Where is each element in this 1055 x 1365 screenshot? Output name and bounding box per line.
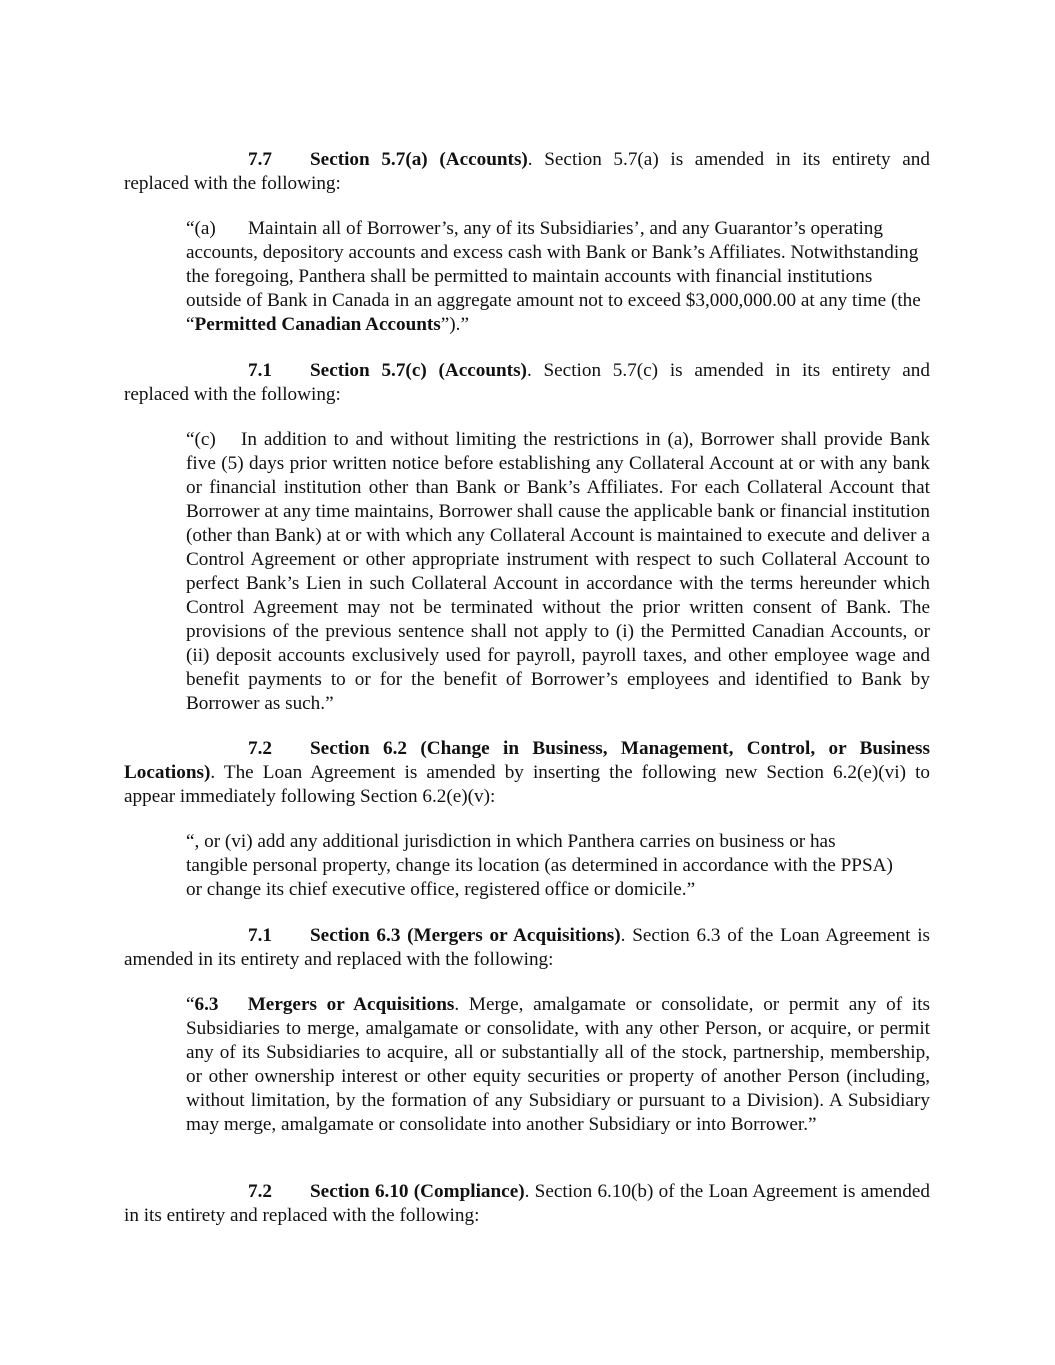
section-heading: Section 5.7(a) (Accounts) (310, 149, 528, 170)
section-text: . Section 5.7(a) is amended in its entirety and replaced with the following: (124, 149, 930, 194)
section-heading: Section 5.7(c) (Accounts) (310, 360, 527, 381)
quoted-clause-a (186, 217, 930, 337)
clause-body: . Merge, amalgamate or consolidate, or permit any of its Subsidiaries to merge, amalgamate or consolidate, with any other Person, or acquire, or permit any of its Subsidiaries to acquire, all or substantially all of the stock, partnership, membership, or other ownership interest or other equity securities or property of another Person (including, without limitation, by the formation of any Subsidiary or pursuant to a Division). A Subsidiary may merge, amalgamate or consolidate into another Subsidiary or into Borrower.” (186, 994, 930, 1135)
clause-body: Maintain all of Borrower’s, any of its Subsidiaries’, and any Guarantor’s operating accounts, depository accounts and excess cash with Bank or Bank’s Affiliates. Notwithstanding the foregoing, Panthera shall be permitted to maintain accounts with financial institutions outside of Bank in Canada in an aggregate amount not to exceed $3,000,000.00 at any time (the “ (186, 218, 921, 335)
section-heading: Section 6.2 (Change in Business, Management, Control, or Business Locations) (124, 738, 930, 783)
quoted-clause-c (186, 428, 930, 716)
section-number: 7.2 (248, 1181, 272, 1202)
section-text: . The Loan Agreement is amended by inserting the following new Section 6.2(e)(vi) to appear immediately following Section 6.2(e)(v): (124, 762, 930, 807)
defined-term: Permitted Canadian Accounts (194, 314, 441, 335)
quoted-clause-vi (186, 830, 898, 902)
section-7-1b-paragraph (124, 924, 930, 972)
clause-bold-lead: 6.3 Mergers or Acquisitions (194, 994, 455, 1015)
section-text: . Section 5.7(c) is amended in its entirety and replaced with the following: (124, 360, 930, 405)
section-number: 7.7 (248, 149, 272, 170)
section-7-2b-paragraph (124, 1180, 930, 1228)
section-text: . Section 6.10(b) of the Loan Agreement is amended in its entirety and replaced with the following: (124, 1181, 930, 1226)
clause-body: “, or (vi) add any additional jurisdiction in which Panthera carries on business or has tangible personal property, change its location (as determined in accordance with the PPSA) or change its chief executive office, registered office or domicile.” (186, 831, 893, 900)
section-text: . Section 6.3 of the Loan Agreement is amended in its entirety and replaced with the following: (124, 925, 930, 970)
section-heading: Section 6.3 (Mergers or Acquisitions) (310, 925, 621, 946)
clause-body: In addition to and without limiting the restrictions in (a), Borrower shall provide Bank five (5) days prior written notice before establishing any Collateral Account at or with any bank or financial institution other than Bank or Bank’s Affiliates. For each Collateral Account that Borrower at any time maintains, Borrower shall cause the applicable bank or financial institution (other than Bank) at or with which any Collateral Account is maintained to execute and deliver a Control Agreement or other appropriate instrument with respect to such Collateral Account to perfect Bank’s Lien in such Collateral Account in accordance with the terms hereunder which Control Agreement may not be terminated without the prior written consent of Bank. The provisions of the previous sentence shall not apply to (i) the Permitted Canadian Accounts, or (ii) deposit accounts exclusively used for payroll, payroll taxes, and other employee wage and benefit payments to or for the benefit of Borrower’s employees and identified to Bank by Borrower as such.” (186, 429, 930, 714)
section-heading: Section 6.10 (Compliance) (310, 1181, 525, 1202)
section-number: 7.1 (248, 925, 272, 946)
clause-open: “ (186, 994, 195, 1015)
clause-label: “(a) (186, 218, 216, 239)
section-7-7-paragraph (124, 148, 930, 196)
section-number: 7.2 (248, 738, 272, 759)
section-7-2-paragraph (124, 737, 930, 809)
clause-label: “(c) (186, 429, 216, 450)
section-number: 7.1 (248, 360, 272, 381)
clause-close: ”).” (440, 314, 469, 335)
section-7-1-paragraph (124, 359, 930, 407)
quoted-clause-6-3 (186, 993, 930, 1137)
